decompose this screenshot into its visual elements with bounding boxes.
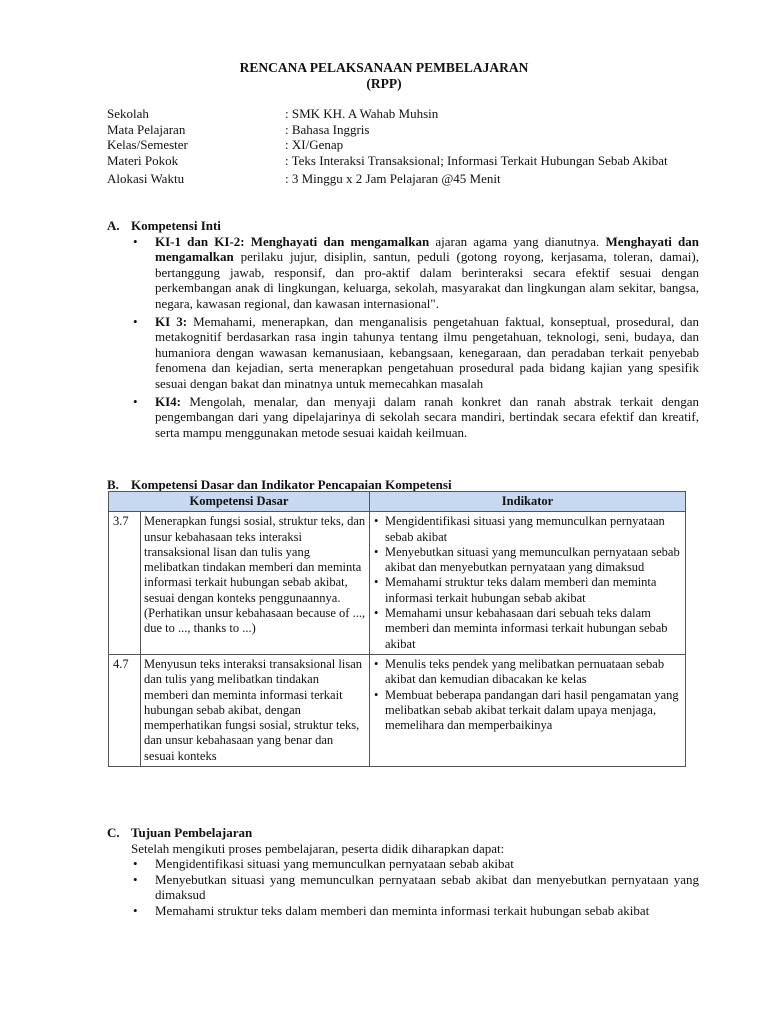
list-item: • Mengidentifikasi situasi yang memunculkan pernyataan sebab akibat <box>155 856 699 872</box>
kd-number: 4.7 <box>109 654 141 766</box>
section-title: Kompetensi Inti <box>131 218 221 233</box>
list-item: • Menyebutkan situasi yang memunculkan pernyataan sebab akibat dan menyebutkan pernyataan yang dimaksud <box>155 872 699 903</box>
kd-text: Menerapkan fungsi sosial, struktur teks, dan unsur kebahasaan teks interaksi transaksional lisan dan tulis yang melibatkan tindakan memberi dan meminta informasi terkait hubungan sebab akibat, sesuai dengan konteks penggunaannya. (Perhatikan unsur kebahasaan because of ..., due to ..., thanks to ...) <box>141 512 370 655</box>
section-letter: A. <box>107 218 120 233</box>
identity-row <box>107 171 707 187</box>
ki4-bold: KI4: <box>155 393 181 409</box>
list-item: • Memahami struktur teks dalam memberi dan meminta informasi terkait hubungan sebab akibat <box>155 903 699 919</box>
section-title: Kompetensi Dasar dan Indikator Pencapaian Kompetensi <box>131 477 452 492</box>
indicator-list <box>373 514 682 652</box>
section-c-heading <box>107 825 699 841</box>
ki3-text: Memahami, menerapkan, dan menganalisis pengetahuan faktual, konseptual, prosedural, dan metakognitif berdasarkan rasa ingin tahunya tentang ilmu pengetahuan, teknologi, seni, budaya, dan humaniora dengan wawasan kemanusiaan, kebangsaan, kenegaraan, dan peradaban terkait penyebab fenomena dan kejadian, serta menerapkan pengetahuan prosedural pada bidang kajian yang spesifik sesuai dengan bakat dan minatnya untuk memecahkan masalah <box>155 313 699 391</box>
identity-row <box>107 122 707 138</box>
section-title: Tujuan Pembelajaran <box>131 825 253 840</box>
kd-indicator-table <box>108 491 686 767</box>
ki12-text-1: ajaran agama yang dianutnya. <box>429 233 606 249</box>
identity-block <box>107 106 707 187</box>
ki4-text: Mengolah, menalar, dan menyaji dalam ranah konkret dan ranah abstrak terkait dengan pengembangan dari yang dipelajarinya di sekolah secara mandiri, bertindak secara efektif dan kreatif, serta mampu menggunakan metode sesuai kaidah keilmuan. <box>155 393 699 440</box>
indicator-cell <box>370 512 686 655</box>
ki12-text-2: perilaku jujur, disiplin, santun, peduli (gotong royong, kerjasama, toleran, damai), bertanggung jawab, responsif, dan pro-aktif dalam berinteraksi secara efektif sesuai dengan perkembangan anak di lingkungan, keluarga, sekolah, masyarakat dan lingkungan alam sekitar, bangsa, negara, kawasan regional, dan kawasan internasional". <box>155 249 699 311</box>
table-row <box>109 512 686 655</box>
table-header-row <box>109 492 686 512</box>
identity-value: : XI/Genap <box>285 137 344 153</box>
identity-row <box>107 137 707 153</box>
identity-row <box>107 153 707 169</box>
ki12-bold-2: Menghayati dan mengamalkan <box>155 233 699 265</box>
identity-key: Materi Pokok <box>107 152 179 168</box>
identity-value: : 3 Minggu x 2 Jam Pelajaran @45 Menit <box>285 171 501 187</box>
list-item: • Mengidentifikasi situasi yang memunculkan pernyataan sebab akibat <box>385 514 682 545</box>
ki12-bold-1: KI-1 dan KI-2: Menghayati dan mengamalkan <box>155 233 430 249</box>
tujuan-list <box>107 856 699 918</box>
title-line-1: RENCANA PELAKSANAAN PEMBELAJARAN <box>239 60 529 75</box>
list-item <box>155 314 699 392</box>
ki-list <box>107 234 699 441</box>
section-c-intro: Setelah mengikuti proses pembelajaran, peserta didik diharapkan dapat: <box>131 840 505 856</box>
ki3-bold: KI 3: <box>155 313 188 329</box>
table-row <box>109 654 686 766</box>
identity-value: : Bahasa Inggris <box>285 121 370 137</box>
list-item: • Menulis teks pendek yang melibatkan pernuataan sebab akibat dan kemudian dibacakan ke kelas <box>385 657 682 688</box>
list-item: • Menyebutkan situasi yang memunculkan pernyataan sebab akibat dan menyebutkan pernyataan yang dimaksud <box>385 545 682 576</box>
section-letter: B. <box>107 477 119 492</box>
section-a-heading <box>107 218 699 234</box>
identity-key: Sekolah <box>107 106 149 121</box>
identity-key: Mata Pelajaran <box>107 121 186 137</box>
column-header-kd: Kompetensi Dasar <box>109 492 370 512</box>
title-line-2: (RPP) <box>366 76 402 91</box>
kd-text: Menyusun teks interaksi transaksional lisan dan tulis yang melibatkan tindakan memberi dan meminta informasi terkait hubungan sebab akibat, dengan memperhatikan fungsi sosial, struktur teks, dan unsur kebahasaan yang benar dan sesuai konteks <box>141 654 370 766</box>
document-title <box>0 60 768 92</box>
identity-row <box>107 106 707 122</box>
list-item: • Memahami unsur kebahasaan dari sebuah teks dalam memberi dan meminta informasi terkait hubungan sebab akibat <box>385 606 682 652</box>
indicator-cell <box>370 654 686 766</box>
column-header-indicator: Indikator <box>370 492 686 512</box>
list-item: • Membuat beberapa pandangan dari hasil pengamatan yang melibatkan sebab akibat terkait dalam upaya menjaga, memelihara dan memperbaikinya <box>385 688 682 734</box>
section-letter: C. <box>107 825 120 840</box>
list-item <box>155 394 699 441</box>
identity-value: : SMK KH. A Wahab Muhsin <box>285 106 439 121</box>
identity-key: Kelas/Semester <box>107 137 188 153</box>
section-tujuan-pembelajaran <box>107 825 699 919</box>
identity-value: : Teks Interaksi Transaksional; Informasi Terkait Hubungan Sebab Akibat <box>285 152 668 168</box>
list-item: • Memahami struktur teks dalam memberi dan meminta informasi terkait hubungan sebab akibat <box>385 575 682 606</box>
indicator-list <box>373 657 682 733</box>
identity-key: Alokasi Waktu <box>107 171 185 187</box>
kd-number: 3.7 <box>109 512 141 655</box>
list-item <box>155 234 699 312</box>
section-kompetensi-inti <box>107 218 699 440</box>
